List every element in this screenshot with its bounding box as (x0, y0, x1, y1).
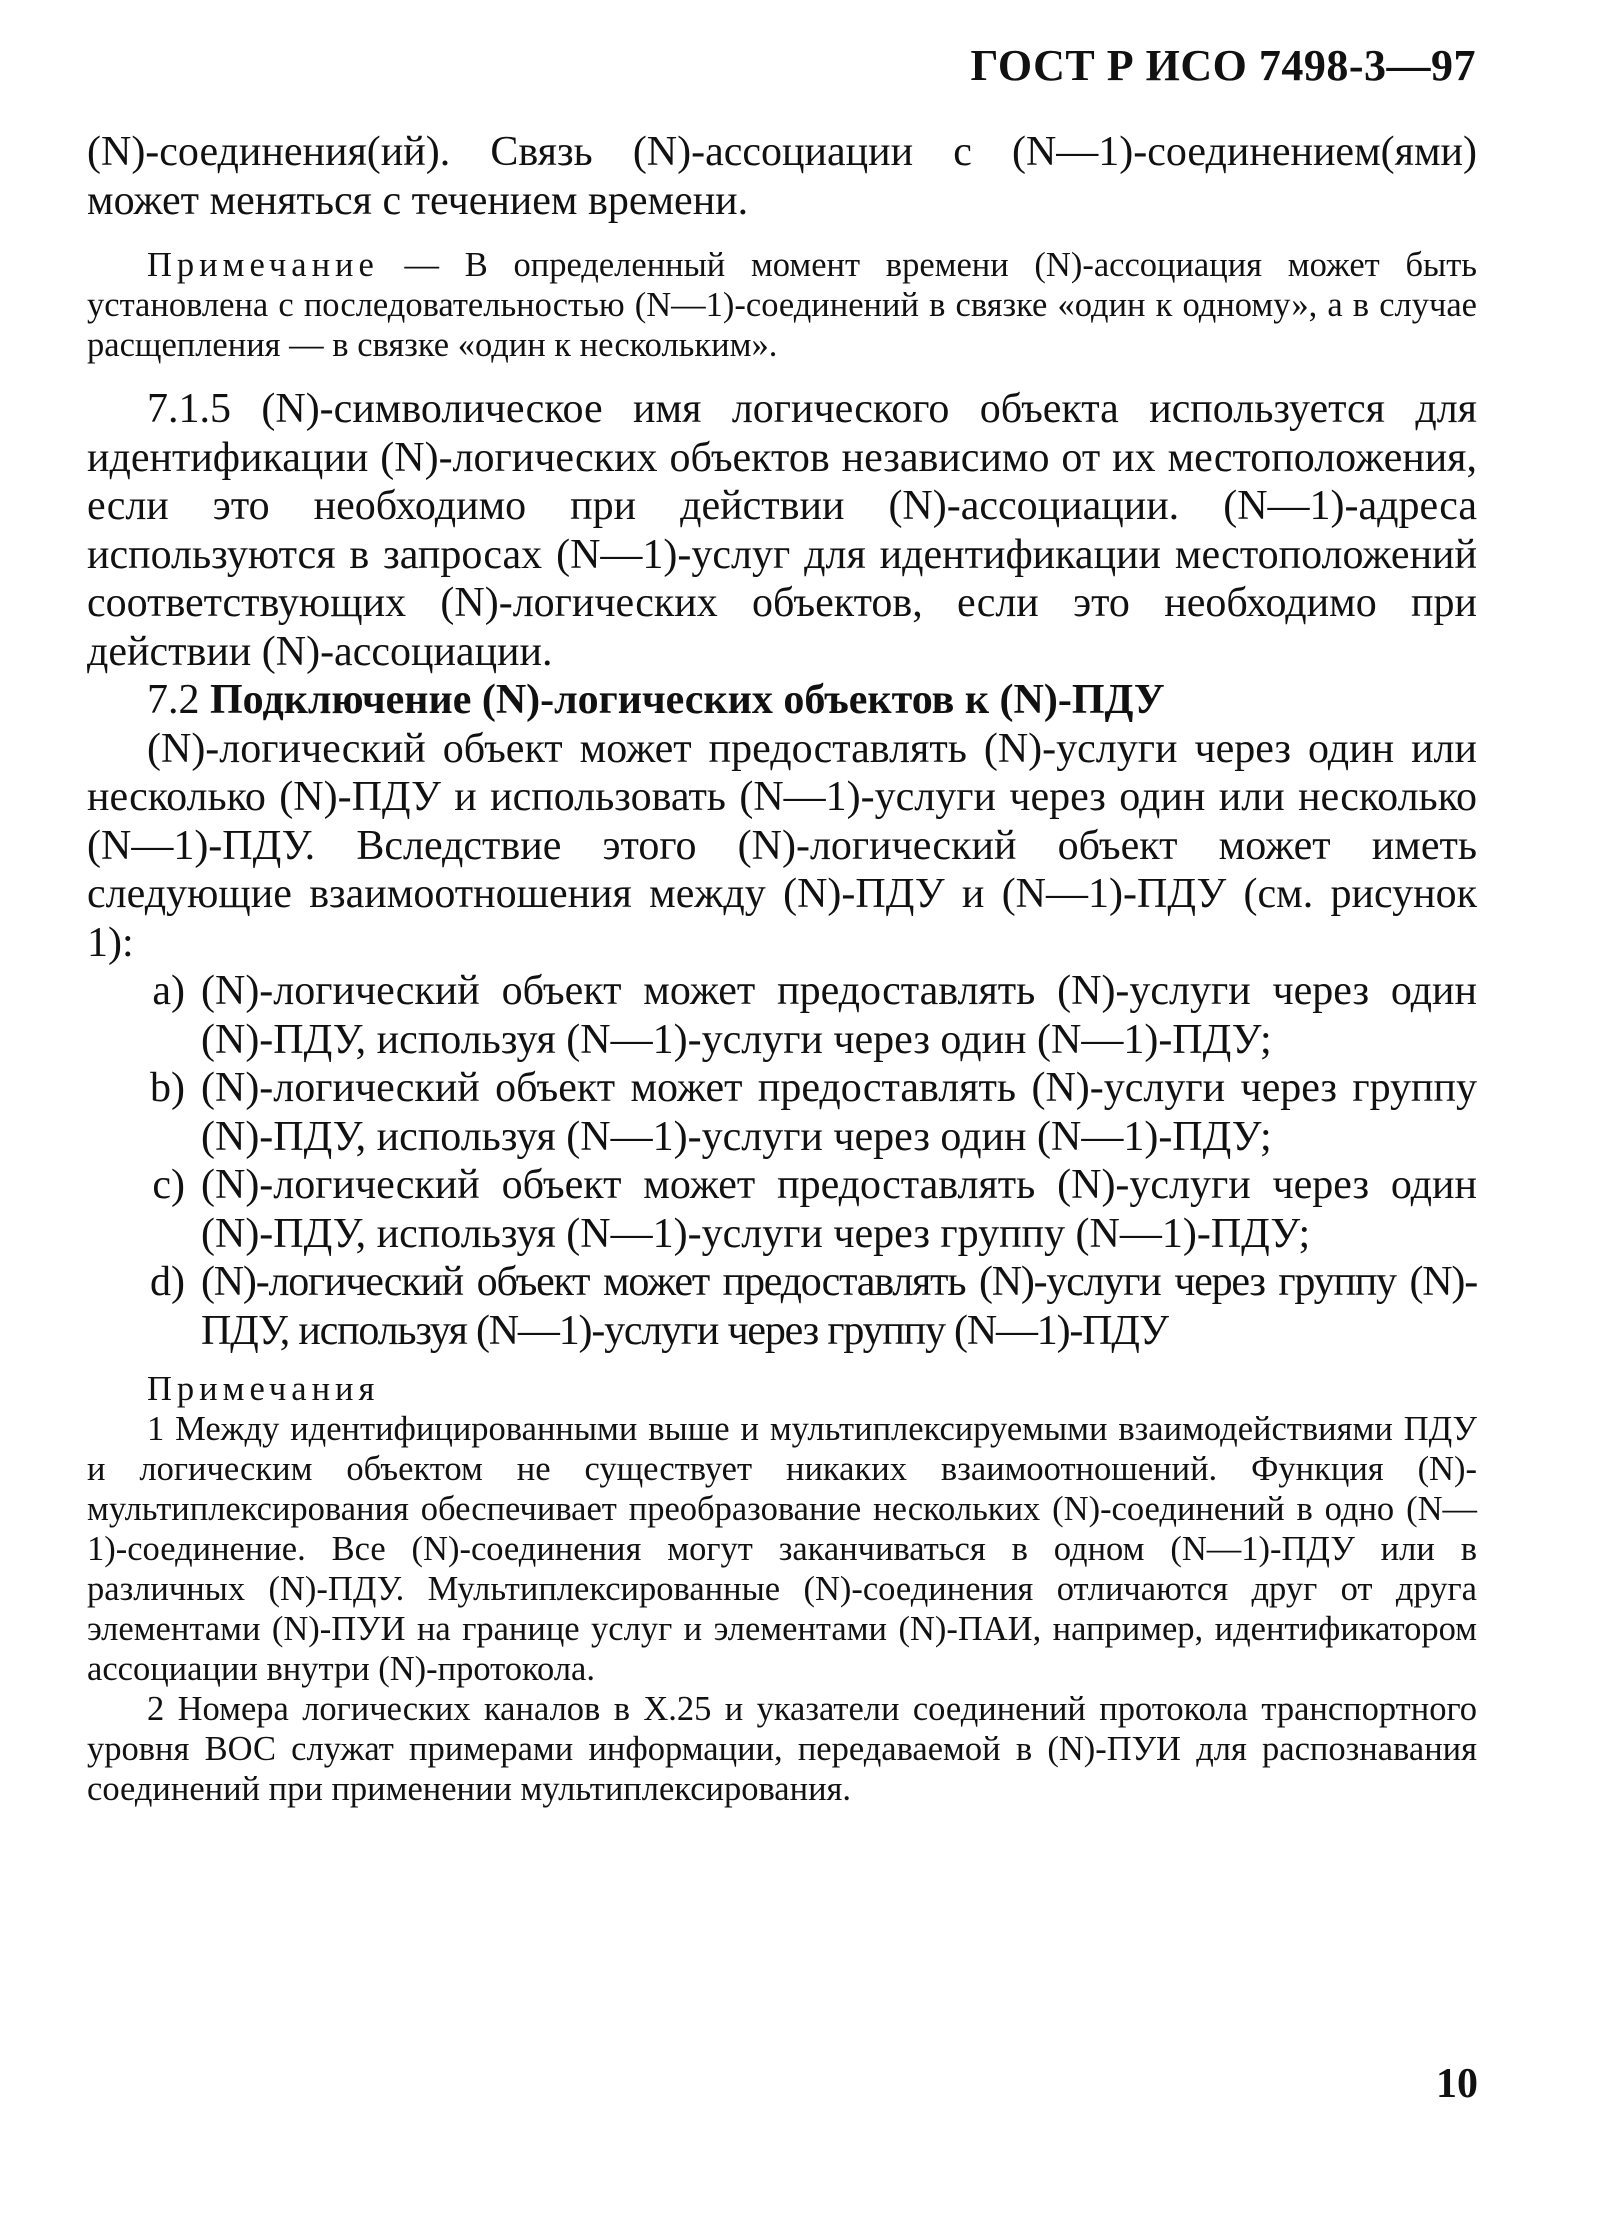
notes-heading (87, 1369, 1477, 1409)
note-paragraph (87, 245, 1477, 365)
list-item (87, 1064, 1477, 1161)
list-item-text: (N)-логический объект может предоставлять (N)-услуги через один (N)-ПДУ, используя (N—1)-услуги через один (N—1)-ПДУ; (201, 968, 1477, 1063)
note-text: — В определенный момент времени (N)-ассоциация может быть установлена с последовательностью (N—1)-соединений в связке «один к одному», а в случае расщепления — в связке «один к нескольким». (87, 246, 1477, 364)
list-item-text: (N)-логический объект может предоставлять (N)-услуги через группу (N)-ПДУ, используя (N—1)-услуги через группу (N—1)-ПДУ (201, 1259, 1477, 1354)
document-code-header: ГОСТ Р ИСО 7498-3—97 (970, 41, 1476, 90)
note-label: Примечание (147, 246, 379, 284)
section-heading-7-2 (87, 676, 1477, 725)
section-number: 7.2 (147, 677, 210, 723)
list-item (87, 1161, 1477, 1258)
list-item-text: (N)-логический объект может предоставлять (N)-услуги через один (N)-ПДУ, используя (N—1)-услуги через группу (N—1)-ПДУ; (201, 1162, 1477, 1257)
page-number: 10 (1436, 2061, 1478, 2107)
list-item-letter: c) (152, 1162, 185, 1208)
paragraph-7-2-body: (N)-логический объект может предоставлять (N)-услуги через один или несколько (N)-ПДУ и использовать (N—1)-услуги через один или несколько (N—1)-ПДУ. Вследствие этого (N)-логический объект может иметь следующие взаимоотношения между (N)-ПДУ и (N—1)-ПДУ (см. рисунок 1): (87, 725, 1477, 966)
list-item-letter: b) (150, 1065, 185, 1111)
relationship-list (87, 967, 1477, 1355)
paragraph-continuation: (N)-соединения(ий). Связь (N)-ассоциации с (N—1)-соединением(ями) может меняться с течением времени. (87, 129, 1477, 224)
page-content (87, 128, 1477, 1809)
section-title: Подключение (N)-логических объектов к (N)-ПДУ (210, 677, 1165, 723)
notes-heading-label: Примечания (147, 1370, 380, 1408)
paragraph-7-1-5: 7.1.5 (N)-символическое имя логического объекта используется для идентификации (N)-логических объектов независимо от их местоположения, если это необходимо при действии (N)-ассоциации. (N—1)-адреса используются в запросах (N—1)-услуг для идентификации местоположений соответствующих (N)-логических объектов, если это необходимо при действии (N)-ассоциации. (87, 386, 1477, 675)
list-item-letter: d) (150, 1259, 185, 1305)
note-1: 1 Между идентифицированными выше и мультиплексируемыми взаимодействиями ПДУ и логическим объектом не существует никаких взаимоотношений. Функция (N)-мультиплексирования обеспечивает преобразование нескольких (N)-соединений в одно (N—1)-соединение. Все (N)-соединения могут заканчиваться в одном (N—1)-ПДУ или в различных (N)-ПДУ. Мультиплексированные (N)-соединения отличаются друг от друга элементами (N)-ПУИ на границе услуг и элементами (N)-ПАИ, например, идентификатором ассоциации внутри (N)-протокола. (87, 1410, 1477, 1688)
list-item-letter: a) (152, 968, 185, 1014)
list-item (87, 1258, 1477, 1355)
list-item (87, 967, 1477, 1064)
list-item-text: (N)-логический объект может предоставлять (N)-услуги через группу (N)-ПДУ, используя (N—1)-услуги через один (N—1)-ПДУ; (201, 1065, 1477, 1160)
note-2: 2 Номера логических каналов в Х.25 и указатели соединений протокола транспортного уровня ВОС служат примерами информации, передаваемой в (N)-ПУИ для распознавания соединений при применении мультиплексирования. (87, 1690, 1477, 1808)
